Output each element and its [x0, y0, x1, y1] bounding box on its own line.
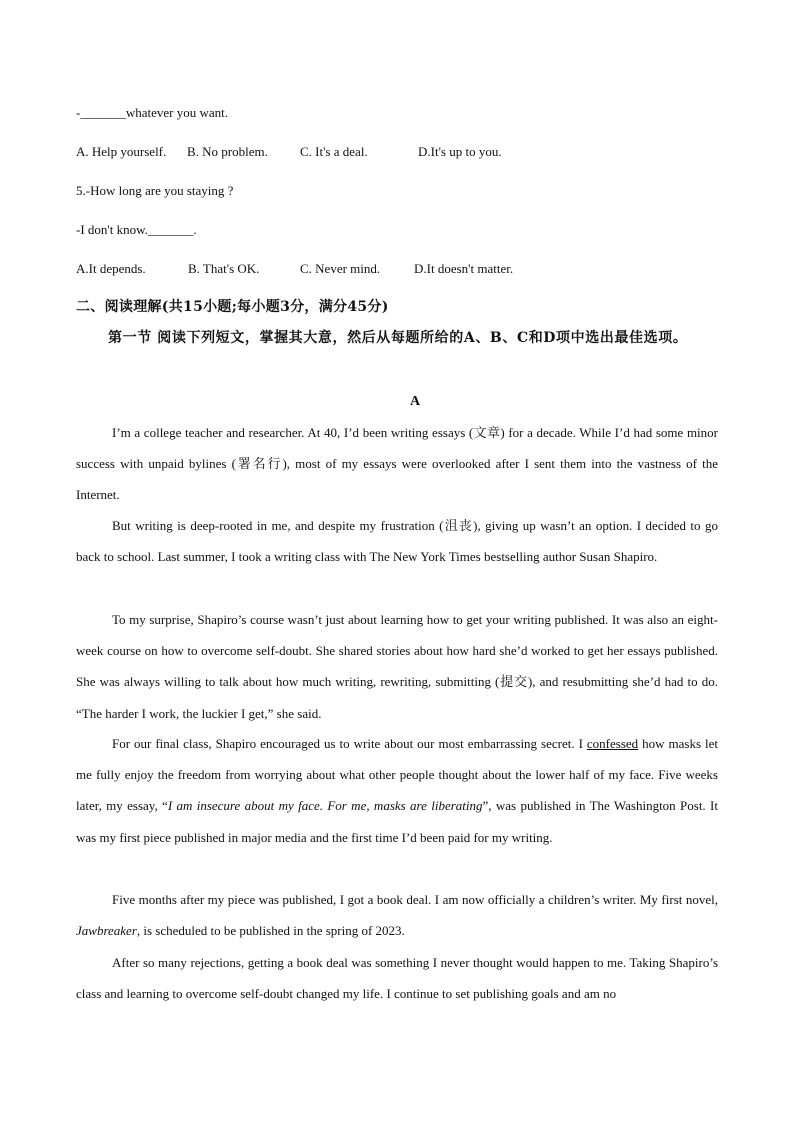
passage-paragraph-4 — [76, 728, 718, 853]
q5-option-c[interactable]: C. Never mind. — [300, 261, 381, 276]
paragraph-5-text-a: Five months after my piece was published, I got a book deal. I am now officially a children’s writer. My first novel, — [112, 892, 718, 907]
q5-options — [76, 261, 718, 277]
novel-title-italic: Jawbreaker — [76, 923, 137, 939]
paragraph-4-text-a: For our final class, Shapiro encouraged us to write about our most embarrassing secret. I — [112, 736, 587, 751]
paragraph-4-text-b: how masks let me fully enjoy the freedom from worrying about what other people thought about the lower half of my face. Five weeks later, my essay, “ — [76, 736, 719, 814]
q4-option-d[interactable]: D.It's up to you. — [418, 144, 502, 159]
q4-answer-line: -_______whatever you want. — [76, 105, 228, 120]
passage-title: A — [409, 394, 421, 409]
passage-paragraph-1: I’m a college teacher and researcher. At 40, I’d been writing essays (文章) for a decade. While I’d had some minor success with unpaid bylines (署名行), most of my essays were overlooked after I sent them into the vastness of the Internet. — [76, 425, 718, 503]
q5-option-d[interactable]: D.It doesn't matter. — [414, 261, 514, 276]
passage-paragraph-6: After so many rejections, getting a book deal was something I never thought would happen to me. Taking Shapiro’s class and learning to overcome self-doubt changed my life. I continue to set publishing goals and am no — [76, 955, 718, 1002]
passage-paragraph-3: To my surprise, Shapiro’s course wasn’t just about learning how to get your writing published. It was also an eight-week course on how to overcome self-doubt. She shared stories about how hard she’d worked to get her essays published. She was always willing to talk about how much writing, rewriting, submitting (提交), and resubmitting she’d had to do. “The harder I work, the luckier I get,” she said. — [76, 612, 718, 721]
essay-title-italic: I am insecure about my face. For me, masks are liberating — [167, 798, 483, 814]
confessed-underlined-word: confessed — [586, 736, 639, 751]
q4-option-a[interactable]: A. Help yourself. — [76, 144, 167, 159]
q4-options — [76, 144, 718, 160]
section-heading: 二、阅读理解(共15小题;每小题3分，满分45分) — [76, 299, 389, 315]
q4-option-b[interactable]: B. No problem. — [187, 144, 268, 159]
q5-question: 5.-How long are you staying ? — [76, 183, 234, 198]
passage-paragraph-2: But writing is deep-rooted in me, and despite my frustration (沮丧), giving up wasn’t an option. I decided to go back to school. Last summer, I took a writing class with The New York Times bestselling author Susan Shapiro. — [76, 518, 718, 565]
q5-answer-line: -I don't know._______. — [76, 222, 197, 237]
section-instruction: 第一节 阅读下列短文，掌握其大意，然后从每题所给的A、B、C和D项中选出最佳选项。 — [108, 330, 688, 346]
q5-option-b[interactable]: B. That's OK. — [188, 261, 260, 276]
q4-option-c[interactable]: C. It's a deal. — [300, 144, 368, 159]
paragraph-5-text-b: , is scheduled to be published in the spring of 2023. — [136, 923, 405, 939]
q5-option-a[interactable]: A.It depends. — [76, 261, 146, 276]
passage-paragraph-5 — [76, 884, 718, 946]
paragraph-4-text-c: ”, was published in The Washington Post. It was my first piece published in major media and the first time I’d been paid for my writing. — [76, 798, 718, 845]
